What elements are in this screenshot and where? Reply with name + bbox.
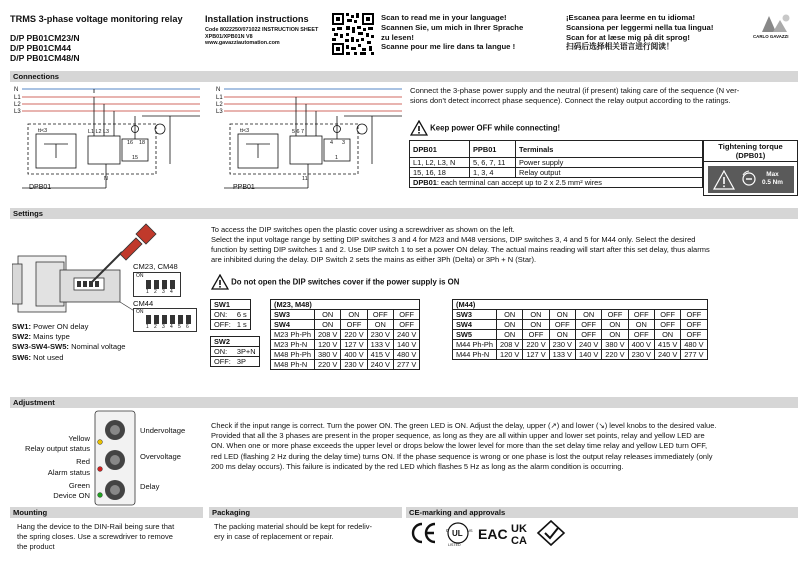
- dip-legend: [12, 322, 126, 363]
- line-label-n: N: [216, 87, 221, 93]
- mounting-line: the spring closes. Use a screwdriver to remove: [17, 532, 173, 542]
- relay-terminal: 3: [342, 140, 345, 146]
- line-label-l2: L2: [14, 102, 21, 108]
- scan-line: Scan to read me in your language!: [381, 13, 507, 22]
- legend-item: SW1: Power ON delay: [12, 322, 89, 331]
- dip-switch[interactable]: [162, 315, 167, 324]
- ce-mark-icon: [413, 524, 435, 542]
- voltage-table-m44: (M44) SW3 ON ON ON ON OFF OFF OFF OFF SW4 ON ON OFF OFF ON ON OFF OFF SW5 ON OFF ON OFF ON OFF ON OFF M44 Ph-Ph 208 V 220 V 230 V 240 V 380 V 400 V 415 V 480 V M44 Ph-N 120 V 127 V 133 V 140 V 220 V 230 V 240 V 277 V: [452, 299, 708, 360]
- led-label-alarm: Alarm status: [47, 467, 90, 477]
- led-label-device-on: Device ON: [53, 491, 90, 501]
- dip-on-label: ON: [136, 273, 144, 279]
- relay-terminal: 15: [132, 155, 138, 161]
- line-label-l3: L3: [14, 109, 21, 115]
- led-label-green: Green: [68, 480, 90, 490]
- terminal-labels: 5 6 7: [292, 129, 304, 135]
- install-title: Installation instructions: [205, 14, 309, 24]
- line-label-l1: L1: [216, 95, 223, 101]
- doc-code: Code 8022250/071022 INSTRUCTION SHEET: [205, 27, 319, 33]
- wiring-diagram: [10, 84, 405, 200]
- table-row: M48 Ph-Ph 380 V 400 V 415 V 480 V: [271, 350, 420, 360]
- eac-mark-icon: EAC: [478, 526, 508, 542]
- line-label-l2: L2: [216, 102, 223, 108]
- led-label-relay: Relay output status: [24, 444, 90, 454]
- scan-line: 扫码后选择相关语言进行阅读！: [566, 42, 674, 52]
- legend-item: SW3-SW4-SW5: Nominal voltage: [12, 342, 126, 352]
- scan-instructions: [381, 13, 531, 52]
- table-row: L1, L2, L3, N 5, 6, 7, 11 Power supply: [410, 158, 703, 168]
- connections-line: sions don't detect incorrect phase sequence). Connect the relay output according to the ratings.: [410, 96, 731, 105]
- table-row: DPB01: each terminal can accept up to 2 x 2.5 mm² wires: [410, 178, 703, 188]
- scan-line: Scan for at læse mig på dit sprog!: [566, 32, 690, 42]
- torque-title: Tightening torque (DPB01): [704, 141, 797, 162]
- table-row: M44 Ph-Ph 208 V 220 V 230 V 240 V 380 V 400 V 415 V 480 V: [453, 340, 708, 350]
- model-list: [10, 33, 80, 63]
- legend-item: SW6: Not used: [12, 352, 64, 362]
- relay-terminal: 18: [139, 140, 145, 146]
- table-row: ON: 3P+N: [211, 347, 260, 357]
- legend-item: SW2: Mains type: [12, 332, 70, 342]
- dip-label-cm44: CM44: [133, 299, 154, 308]
- company-url[interactable]: www.gavazziautomation.com: [205, 40, 280, 47]
- scan-line: Scannen Sie, um mich in Ihrer Sprache zu lesen!: [381, 22, 524, 42]
- adjustment-line: ON. When one or more phase exceeds the upper level or drops below the lower level for more than the set delay time relay and yellow LED turn OFF,: [211, 441, 708, 451]
- mounting-text: [17, 522, 174, 553]
- col-header: PPB01: [470, 141, 516, 158]
- torque-box: [703, 140, 798, 196]
- scan-instructions-right: [566, 13, 713, 52]
- knob-undervoltage: Undervoltage: [140, 426, 186, 435]
- section-bar-connections: Connections: [10, 71, 798, 82]
- connections-line: Connect the 3-phase power supply and the neutral (if present) taking care of the sequence (N ver-: [410, 86, 740, 95]
- packaging-text: [214, 522, 372, 542]
- product-title: TRMS 3-phase voltage monitoring relay: [10, 14, 183, 24]
- terminal-labels: L1 L2 L3: [88, 129, 109, 135]
- dip-switch[interactable]: [154, 315, 159, 324]
- scan-line: Scansiona per leggermi nella tua lingua!: [566, 22, 714, 32]
- mounting-line: the product: [17, 542, 55, 552]
- dip-switch[interactable]: [154, 280, 159, 289]
- torque-panel: [708, 166, 794, 193]
- scan-line: Scanne pour me lire dans ta langue !: [381, 42, 516, 52]
- table-row: 15, 16, 18 1, 3, 4 Relay output: [410, 168, 703, 178]
- rcm-mark-icon: [538, 521, 564, 545]
- svg-text:US: US: [467, 528, 473, 533]
- diagram-label-dpb01: DPB01: [29, 184, 52, 191]
- svg-text:CA: CA: [511, 535, 527, 546]
- culus-mark-icon: [446, 523, 473, 546]
- section-bar-ce: CE-marking and approvals: [406, 507, 798, 518]
- table-row: SW4 ON ON OFF OFF ON ON OFF OFF: [453, 320, 708, 330]
- warning-triangle-icon: [211, 274, 229, 290]
- adjustment-text: [211, 421, 716, 472]
- diagram-label-ppb01: PPB01: [233, 184, 255, 191]
- adjustment-line: red LED (flashing 2 Hz during the delay time) turns ON. If the phase sequence is wrong or one phase is lost the output relay releases immediately (only: [211, 451, 713, 461]
- approval-marks: [408, 520, 588, 546]
- settings-text: [211, 225, 710, 265]
- relay-terminal: 1: [335, 155, 338, 161]
- carlo-gavazzi-logo-icon: [760, 12, 794, 34]
- torque-value: 0.5 Nm: [762, 179, 783, 186]
- table-row: SW5 ON OFF ON OFF ON OFF ON OFF: [453, 330, 708, 340]
- model-code: D/P PB01CM44: [10, 43, 71, 53]
- packaging-line: The packing material should be kept for redeliv-: [214, 522, 372, 531]
- table-row: ON: 6 s: [211, 310, 251, 320]
- table-row: SW4 ON OFF ON OFF: [271, 320, 420, 330]
- dip-switch-block-b: ON 1 2 3 4 5 6: [133, 308, 197, 332]
- dip-switch[interactable]: [186, 315, 191, 324]
- dip-switch[interactable]: [170, 280, 175, 289]
- line-label-l1: L1: [14, 95, 21, 101]
- table-row: M44 Ph-N 120 V 127 V 133 V 140 V 220 V 230 V 240 V 277 V: [453, 350, 708, 360]
- table-row: M23 Ph-Ph 208 V 220 V 230 V 240 V: [271, 330, 420, 340]
- section-bar-adjustment: Adjustment: [10, 397, 798, 408]
- dip-switch[interactable]: [146, 315, 151, 324]
- svg-text:c: c: [446, 528, 449, 534]
- warning-triangle-icon: [410, 120, 428, 136]
- svg-text:UL: UL: [452, 529, 463, 538]
- dip-switch[interactable]: [170, 315, 175, 324]
- table-row: M48 Ph-N 220 V 230 V 240 V 277 V: [271, 360, 420, 370]
- qr-code-icon[interactable]: [331, 12, 375, 56]
- warning-text: Keep power OFF while connecting!: [430, 123, 561, 133]
- table-row: SW3 ON ON OFF OFF: [271, 310, 420, 320]
- col-header: DPB01: [410, 141, 470, 158]
- settings-line: To access the DIP switches open the plastic cover using a screwdriver as shown on the left.: [211, 225, 515, 234]
- table-row: OFF: 1 s: [211, 320, 251, 330]
- scan-line: ¡Escanea para leerme en tu idioma!: [566, 13, 696, 22]
- dip-switch-block-a: ON 1 2 3 4: [133, 272, 181, 297]
- dip-switch[interactable]: [162, 280, 167, 289]
- knob-delay: Delay: [140, 482, 160, 491]
- settings-warning: [211, 274, 459, 290]
- terminals-table: [409, 140, 703, 188]
- line-label-l3: L3: [216, 109, 223, 115]
- knob-overvoltage: Overvoltage: [140, 452, 181, 461]
- svg-text:LISTED: LISTED: [448, 543, 461, 546]
- settings-line: are inhibited during the delay. DIP Switch 2 sets the mains as either 3Ph (Delta) or 3Ph + N (Star).: [211, 255, 537, 264]
- torque-warning-icon: [712, 169, 736, 191]
- screw-icon: [740, 170, 758, 188]
- adjustment-line: 200 ms delay occurs). This failure is indicated by the red LED which flashes 5 Hz as long as the alarm condition is occurring.: [211, 461, 624, 471]
- mounting-line: Hang the device to the DIN-Rail being sure that: [17, 522, 175, 531]
- model-code: D/P PB01CM48/N: [10, 53, 80, 63]
- sw2-table: SW2 ON: 3P+N OFF: 3P: [210, 336, 260, 367]
- connections-warning: [410, 120, 560, 136]
- connections-text: [410, 86, 739, 106]
- table-row: OFF: 3P: [211, 357, 260, 367]
- dip-switch[interactable]: [178, 315, 183, 324]
- led-label-red: Red: [76, 457, 90, 467]
- front-panel-illustration: [92, 410, 140, 506]
- table-row: M23 Ph-N 120 V 127 V 133 V 140 V: [271, 340, 420, 350]
- torque-max-label: Max: [766, 171, 779, 178]
- led-labels: [10, 434, 90, 501]
- warning-text: Do not open the DIP switches cover if the power supply is ON: [231, 277, 460, 287]
- adjustment-line: Check if the input range is correct. Turn the power ON. The green LED is ON. Adjust the delay, upper (↗) and lower (↘) level knobs to the desired value.: [211, 421, 717, 430]
- model-code: D/P PB01CM23/N: [10, 33, 80, 43]
- brand-name: CARLO GAVAZZI: [753, 34, 789, 39]
- settings-line: function by setting DIP switches 1 and 2. Use DIP switch 1 to set a power ON delay. The actual mains reading will start after this set delay, thus alarms: [211, 245, 710, 254]
- dip-switch[interactable]: [146, 280, 151, 289]
- sw1-table: SW1 ON: 6 s OFF: 1 s: [210, 299, 251, 330]
- relay-terminal: 16: [127, 140, 133, 146]
- table-row: SW3 ON ON ON ON OFF OFF OFF OFF: [453, 310, 708, 320]
- doc-code-block: [205, 27, 318, 47]
- section-bar-mounting: Mounting: [10, 507, 203, 518]
- doc-ref: XPB01/XPB01N V8: [205, 33, 253, 40]
- adjustment-line: Provided that all the 3 phases are present in the proper sequence, as long as they are all within upper and lower set points, relay and yellow LED are: [211, 431, 705, 441]
- line-label-n: N: [14, 87, 19, 93]
- led-label-yellow: Yellow: [68, 434, 90, 443]
- time-setting: tt<3: [240, 128, 250, 134]
- section-bar-settings: Settings: [10, 208, 798, 219]
- neutral-terminal: 11: [302, 176, 308, 182]
- col-header: Terminals: [516, 141, 703, 158]
- settings-line: Select the input voltage range by setting DIP switches 3 and 4 for M23 and M48 versions, DIP switches 3, 4 and 5 for M44 only. Select the desired: [211, 235, 696, 244]
- section-bar-packaging: Packaging: [209, 507, 402, 518]
- neutral-terminal: N: [104, 176, 108, 182]
- dip-label-cm23-cm48: CM23, CM48: [133, 262, 178, 271]
- relay-terminal: 4: [330, 140, 333, 146]
- packaging-line: ery in case of replacement or repair.: [214, 532, 334, 542]
- ukca-mark-icon: [511, 523, 527, 546]
- voltage-table-m23-m48: (M23, M48) SW3 ON ON OFF OFF SW4 ON OFF ON OFF M23 Ph-Ph 208 V 220 V 230 V 240 V M23 Ph-N 120 V 127 V 133 V 140 V M48 Ph-Ph 380 V 400 V 415 V 480 V M48 Ph-N 220 V 230 V 240 V 277 V: [270, 299, 420, 370]
- svg-text:UK: UK: [511, 523, 527, 535]
- time-setting: tt<3: [38, 128, 48, 134]
